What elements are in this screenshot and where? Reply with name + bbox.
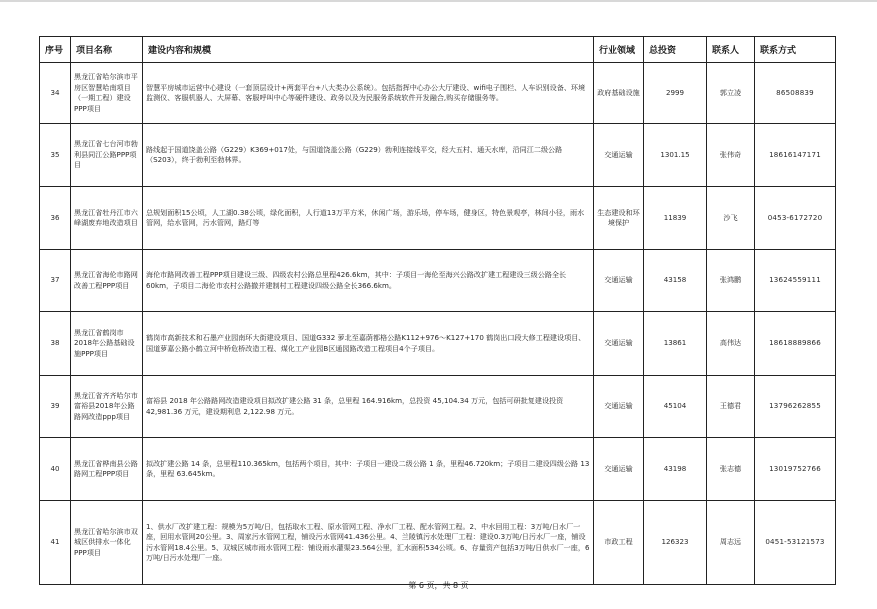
cell-phone: 13019752766 xyxy=(755,438,836,501)
header-seq: 序号 xyxy=(40,37,71,63)
cell-name: 黑龙江省海伦市路网改善工程PPP项目 xyxy=(71,250,143,312)
cell-phone: 18616147171 xyxy=(755,124,836,187)
cell-contact: 王德君 xyxy=(707,376,755,438)
cell-phone: 86508839 xyxy=(755,63,836,124)
cell-contact: 张志德 xyxy=(707,438,755,501)
cell-investment: 1301.15 xyxy=(644,124,707,187)
cell-industry: 交通运输 xyxy=(594,376,644,438)
cell-seq: 37 xyxy=(40,250,71,312)
cell-seq: 39 xyxy=(40,376,71,438)
cell-name: 黑龙江省牡丹江市六峰湖废弃地改造项目 xyxy=(71,187,143,250)
header-investment: 总投资 xyxy=(644,37,707,63)
table-row xyxy=(40,312,836,376)
cell-phone: 18618889866 xyxy=(755,312,836,376)
cell-contact: 张鸿鹏 xyxy=(707,250,755,312)
cell-seq: 40 xyxy=(40,438,71,501)
cell-name: 黑龙江省桦南县公路路网工程PPP项目 xyxy=(71,438,143,501)
cell-investment: 13861 xyxy=(644,312,707,376)
header-industry: 行业领域 xyxy=(594,37,644,63)
table-row xyxy=(40,63,836,124)
cell-contact: 张伟奇 xyxy=(707,124,755,187)
cell-investment: 45104 xyxy=(644,376,707,438)
cell-contact: 郭立凌 xyxy=(707,63,755,124)
cell-investment: 43158 xyxy=(644,250,707,312)
cell-content: 智慧平房城市运营中心建设（一套顶层设计+两套平台+八大类办公系统）。包括指挥中心办公大厅建设、wifi电子围栏、人车识别设备、环境监测仪、客服机器人、大屏幕、客服呼叫中心等硬件建设、政务以及为民服务系统软件开发融合,购买存储服务等。 xyxy=(143,63,594,124)
cell-seq: 34 xyxy=(40,63,71,124)
cell-seq: 38 xyxy=(40,312,71,376)
project-table xyxy=(39,36,836,585)
cell-industry: 市政工程 xyxy=(594,501,644,585)
cell-phone: 13796262855 xyxy=(755,376,836,438)
cell-investment: 11839 xyxy=(644,187,707,250)
cell-contact: 沙飞 xyxy=(707,187,755,250)
table-row xyxy=(40,376,836,438)
cell-content: 富裕县 2018 年公路路网改造建设项目拟改扩建公路 31 条，总里程 164.916km，总投资 45,104.34 万元，包括可研批复建设投资42,981.36 万元，建设期利息 2,122.98 万元。 xyxy=(143,376,594,438)
cell-industry: 政府基础设施 xyxy=(594,63,644,124)
cell-name: 黑龙江省齐齐哈尔市富裕县2018年公路路网改造ppp项目 xyxy=(71,376,143,438)
table-row xyxy=(40,501,836,585)
cell-name: 黑龙江省鹤岗市2018年公路基础设施PPP项目 xyxy=(71,312,143,376)
header-phone: 联系方式 xyxy=(755,37,836,63)
cell-content: 1、供水厂改扩建工程：规模为5万吨/日，包括取水工程、原水管网工程、净水厂工程、配水管网工程。2、中水回用工程：3万吨/日水厂一座，回用水管网20公里。3、周家污水管网工程，铺设污水管网41.436公里。4、兰陵镇污水处理厂工程：建设0.3万吨/日污水厂一座，铺设污水管网18.4公里。5、双城区城市雨水管网工程：铺设雨水灌渠23.564公里，汇水面积534公顷。6、存量资产包括3万吨/日供水厂一座，6万吨/日污水处理厂一座。 xyxy=(143,501,594,585)
scan-edge xyxy=(0,0,877,2)
cell-contact: 周志远 xyxy=(707,501,755,585)
cell-seq: 36 xyxy=(40,187,71,250)
cell-investment: 126323 xyxy=(644,501,707,585)
cell-industry: 交通运输 xyxy=(594,250,644,312)
header-contact: 联系人 xyxy=(707,37,755,63)
header-name: 项目名称 xyxy=(71,37,143,63)
cell-investment: 43198 xyxy=(644,438,707,501)
cell-industry: 交通运输 xyxy=(594,124,644,187)
cell-industry: 交通运输 xyxy=(594,312,644,376)
header-content: 建设内容和规模 xyxy=(143,37,594,63)
cell-seq: 41 xyxy=(40,501,71,585)
cell-name: 黑龙江省哈尔滨市双城区供排水一体化PPP项目 xyxy=(71,501,143,585)
cell-content: 拟改扩建公路 14 条，总里程110.365km，包括两个项目，其中：子项目一建设二级公路 1 条，里程46.720km；子项目二建设四级公路 13 条，里程 63.645km。 xyxy=(143,438,594,501)
page-footer: 第 6 页，共 8 页 xyxy=(408,581,469,590)
cell-name: 黑龙江省七台河市勃利县同江公路PPP项目 xyxy=(71,124,143,187)
table-header-row xyxy=(40,37,836,63)
cell-contact: 高伟达 xyxy=(707,312,755,376)
cell-content: 鹤岗市高新技术和石墨产业园南环大街建设项目、国道G332 萝北至嘉荫都格公路K112+976～K127+170 鹤岗出口段大修工程建设项目、国道萝嘉公路小鹤立河中桥危桥改造工程、煤化工产业园B区通园路改造工程项目4个子项目。 xyxy=(143,312,594,376)
cell-content: 总规划面积15公顷，人工湖0.38公顷，绿化面积，人行道13万平方米，休闲广场，游乐场，停车场，健身区，特色景观亭，林间小径，雨水管网，给水管网，污水管网，路灯等 xyxy=(143,187,594,250)
cell-phone: 13624559111 xyxy=(755,250,836,312)
cell-industry: 交通运输 xyxy=(594,438,644,501)
cell-phone: 0451-53121573 xyxy=(755,501,836,585)
table-row xyxy=(40,124,836,187)
cell-phone: 0453-6172720 xyxy=(755,187,836,250)
table-row xyxy=(40,187,836,250)
table-row xyxy=(40,250,836,312)
cell-content: 海伦市路网改善工程PPP项目建设三级、四级农村公路总里程426.6km，其中：子项目一海伦至海兴公路改扩建工程建设三级公路全长60km，子项目二海伦市农村公路撤并建制村工程建设四级公路全长366.6km。 xyxy=(143,250,594,312)
cell-industry: 生态建设和环境保护 xyxy=(594,187,644,250)
cell-name: 黑龙江省哈尔滨市平房区智慧哈南项目（一期工程）建设PPP项目 xyxy=(71,63,143,124)
cell-investment: 2999 xyxy=(644,63,707,124)
cell-content: 路线起于国道饶盖公路（G229）K369+017处，与国道饶盖公路（G229）勃利连接线平交，经大五村、通天水库，沿同江二级公路（S203），终于勃利至勃林界。 xyxy=(143,124,594,187)
table-row xyxy=(40,438,836,501)
cell-seq: 35 xyxy=(40,124,71,187)
